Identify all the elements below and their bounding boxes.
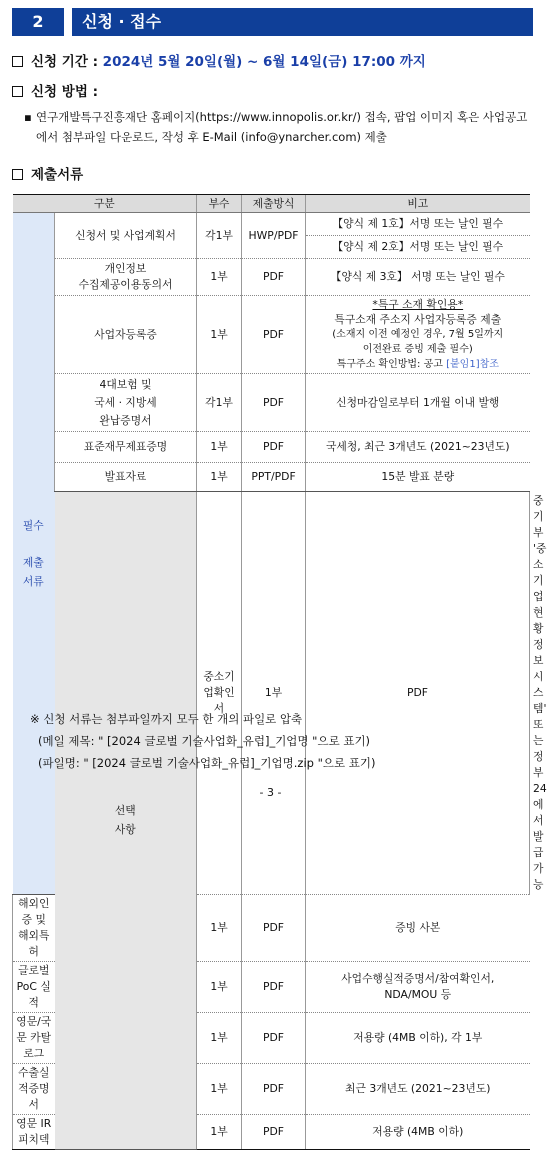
note-mail-subject: (메일 제목: " [2024 글로벌 기술사업화_유럽]_기업명 "으로 표기) <box>38 734 371 748</box>
header-method: 제출방식 <box>242 195 306 213</box>
doc-method: PDF <box>306 492 530 895</box>
table-row <box>13 259 530 296</box>
table-row <box>13 213 530 236</box>
page-number: - 3 - <box>259 786 282 799</box>
doc-copies: 1부 <box>197 296 242 374</box>
method-label: 신청 방법 : <box>31 84 98 100</box>
table-row <box>13 296 530 374</box>
category-optional: 선택 사항 <box>55 492 197 1150</box>
doc-method: PDF <box>242 432 306 463</box>
doc-name: 중소기업확인서 <box>197 492 242 895</box>
doc-note: 저용량 (4MB 이하) <box>306 1114 530 1149</box>
table-row <box>13 374 530 432</box>
doc-note: 사업수행실적증명서/참여확인서, NDA/MOU 등 <box>306 961 530 1012</box>
doc-name: 신청서 및 사업계획서 <box>55 213 197 259</box>
doc-note: 15분 발표 분량 <box>306 463 530 492</box>
doc-method: PDF <box>242 259 306 296</box>
section-title: 신청 · 접수 <box>72 8 533 36</box>
doc-name: 영문 IR 피치덱 <box>13 1114 55 1149</box>
doc-copies: 1부 <box>242 492 306 895</box>
doc-name: 수출실적증명서 <box>13 1063 55 1114</box>
doc-copies: 1부 <box>197 463 242 492</box>
doc-name: 4대보험 및 국세 · 지방세 완납증명서 <box>55 374 197 432</box>
doc-name: 해외인증 및 해외특허 <box>13 894 55 961</box>
table-header-row <box>13 195 530 213</box>
doc-name: 글로벌 PoC 실적 <box>13 961 55 1012</box>
doc-method: HWP/PDF <box>242 213 306 259</box>
doc-method: PDF <box>242 961 306 1012</box>
doc-method: PDF <box>242 1012 306 1063</box>
doc-name: 영문/국문 카탈로그 <box>13 1012 55 1063</box>
application-method <box>12 80 98 100</box>
period-value: 2024년 5월 20일(월) ~ 6월 14일(금) 17:00 까지 <box>102 54 426 70</box>
documents-table <box>12 194 547 1150</box>
period-label: 신청 기간 : <box>31 54 98 70</box>
checkbox-square-icon <box>12 86 23 97</box>
note-compress: ※ 신청 서류는 첨부파일까지 모두 한 개의 파일로 압축 <box>30 712 303 726</box>
doc-note: 저용량 (4MB 이하), 각 1부 <box>306 1012 530 1063</box>
table-row <box>13 463 530 492</box>
note-file-name: (파일명: " [2024 글로벌 기술사업화_유럽]_기업명.zip "으로 표기) <box>38 756 376 770</box>
doc-copies: 각1부 <box>197 374 242 432</box>
submission-notes <box>30 708 375 774</box>
doc-method: PDF <box>242 1114 306 1149</box>
doc-method: PDF <box>242 374 306 432</box>
application-period <box>12 50 426 70</box>
doc-note: 신청마감일로부터 1개월 이내 발행 <box>306 374 530 432</box>
method-text: 연구개발특구진흥재단 홈페이지(https://www.innopolis.or.kr/) 접속, 팝업 이미지 혹은 사업공고에서 첨부파일 다운로드, 작성 후 E-Mail (info@ynarcher.com) 제출 <box>36 110 528 144</box>
category-required: 필수 제출 서류 <box>13 213 55 895</box>
section-header <box>12 8 533 36</box>
doc-note: 【양식 제 2호】서명 또는 날인 필수 <box>306 236 530 259</box>
doc-note: 【양식 제 1호】서명 또는 날인 필수 <box>306 213 530 236</box>
header-note: 비고 <box>306 195 530 213</box>
doc-note: 【양식 제 3호】 서명 또는 날인 필수 <box>306 259 530 296</box>
doc-copies: 1부 <box>197 259 242 296</box>
doc-note: 최근 3개년도 (2021~23년도) <box>306 1063 530 1114</box>
header-category: 구분 <box>13 195 197 213</box>
bullet-square-icon: ▪ <box>24 110 32 124</box>
doc-name: 개인정보 수집제공이용동의서 <box>55 259 197 296</box>
table-row: 선택 사항 중소기업확인서 1부 PDF 중기부 '중소기업현황정보시스템' 또는 정부24에서 발급 가능 <box>13 492 530 895</box>
documents-title: 제출서류 <box>31 167 84 183</box>
section-number: 2 <box>12 8 64 36</box>
doc-name: 사업자등록증 <box>55 296 197 374</box>
documents-heading <box>12 163 83 183</box>
doc-copies: 각1부 <box>197 213 242 259</box>
checkbox-square-icon <box>12 169 23 180</box>
doc-name: 발표자료 <box>55 463 197 492</box>
doc-name: 표준재무제표증명 <box>55 432 197 463</box>
checkbox-square-icon <box>12 56 23 67</box>
doc-copies: 1부 <box>197 1114 242 1149</box>
doc-method: PDF <box>242 296 306 374</box>
method-description <box>24 107 529 147</box>
doc-copies: 1부 <box>197 894 242 961</box>
doc-note: 국세청, 최근 3개년도 (2021~23년도) <box>306 432 530 463</box>
doc-copies: 1부 <box>197 1012 242 1063</box>
doc-method: PDF <box>242 1063 306 1114</box>
doc-copies: 1부 <box>197 961 242 1012</box>
doc-note: *특구 소재 확인용* 특구소재 주소지 사업자등록증 제출 (소재지 이전 예정인 경우, 7월 5일까지 이전완료 증빙 제출 필수) 특구주소 확인방법: 공고 [붙임1]참조 <box>306 296 530 374</box>
doc-note: 증빙 사본 <box>306 894 530 961</box>
doc-copies: 1부 <box>197 432 242 463</box>
doc-method: PPT/PDF <box>242 463 306 492</box>
table-row <box>13 432 530 463</box>
doc-method: PDF <box>242 894 306 961</box>
doc-copies: 1부 <box>197 1063 242 1114</box>
header-copies: 부수 <box>197 195 242 213</box>
